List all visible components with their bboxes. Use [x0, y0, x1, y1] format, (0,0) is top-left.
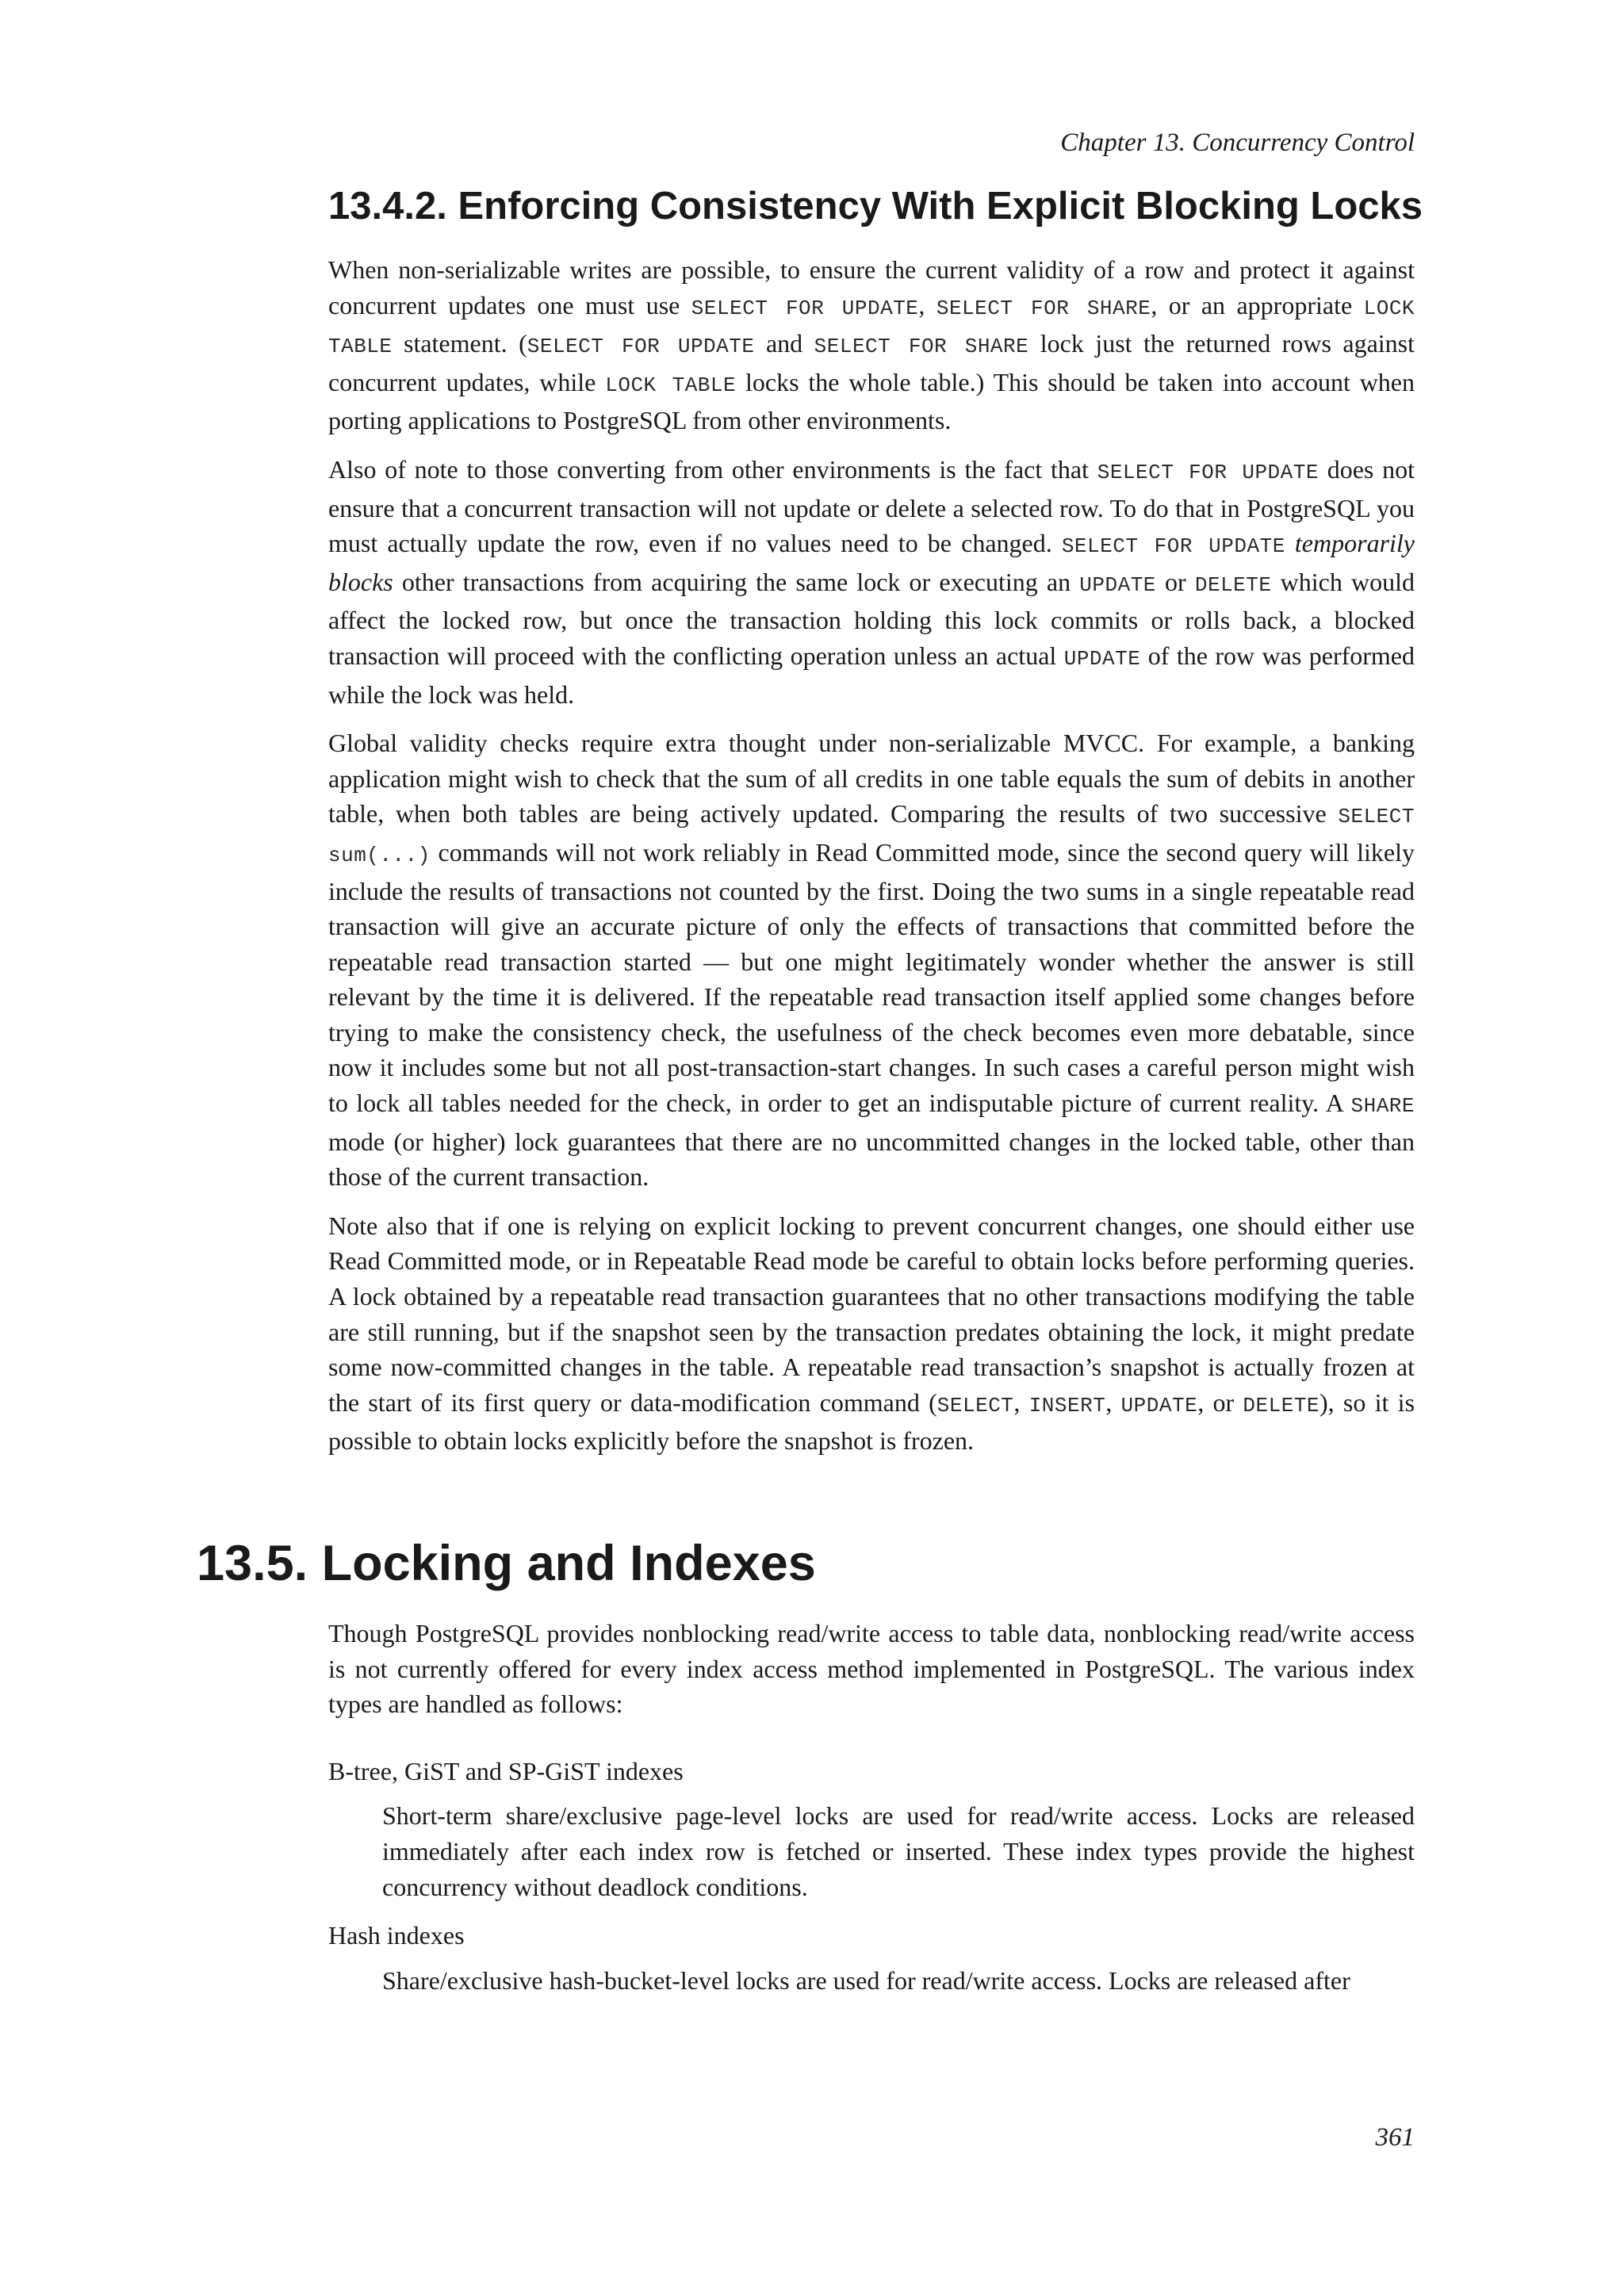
section-body	[328, 252, 1415, 1472]
list-term: B-tree, GiST and SP-GiST indexes	[328, 1756, 684, 1785]
list-term: Hash indexes	[328, 1921, 465, 1950]
running-header: Chapter 13. Concurrency Control	[1060, 128, 1415, 157]
paragraph: Note also that if one is relying on explicit locking to prevent concurrent changes, one should either use Read Committed mode, or in Repeatable Read mode be careful to obtain locks before performing queries. A lock obtained by a repeatable read transaction guarantees that no other transactions modifying the table are still running, but if the snapshot seen by the transaction predates obtaining the lock, it might predate some now-committed changes in the table. A repeatable read transaction’s snapshot is actually frozen at the start of its first query or data-modification command (SELECT, INSERT, UPDATE, or DELETE), so it is possible to obtain locks explicitly before the snapshot is frozen.	[328, 1211, 1415, 1456]
index-type-list	[328, 1754, 1415, 1999]
chapter-section-title: 13.5. Locking and Indexes	[197, 1536, 816, 1591]
paragraph: Also of note to those converting from other environments is the fact that SELECT FOR UPDATE does not ensure that a concurrent transaction will not update or delete a selected row. To do that in PostgreSQL you must actually update the row, even if no values need to be changed. SELECT FOR UPDATE temporarily blocks other transactions from acquiring the same lock or executing an UPDATE or DELETE which would affect the locked row, but once the transaction holding this lock commits or rolls back, a blocked transaction will proceed with the conflicting operation unless an actual UPDATE of the row was performed while the lock was held.	[328, 454, 1415, 709]
page-number: 361	[1375, 2123, 1415, 2152]
paragraph: Though PostgreSQL provides nonblocking read/write access to table data, nonblocking read/write access is not currently offered for every index access method implemented in PostgreSQL. The various index types are handled as follows:	[328, 1619, 1415, 1719]
list-definition: Short-term share/exclusive page-level locks are used for read/write access. Locks are released immediately after each index row is fetched or inserted. These index types provide the highest concurrency without deadlock conditions.	[382, 1801, 1415, 1901]
paragraph: Global validity checks require extra thought under non-serializable MVCC. For example, a banking application might wish to check that the sum of all credits in one table equals the sum of debits in another table, when both tables are being actively updated. Comparing the results of two successive SELECT sum(...) commands will not work reliably in Read Committed mode, since the second query will likely include the results of transactions not counted by the first. Doing the two sums in a single repeatable read transaction will give an accurate picture of only the effects of transactions that committed before the repeatable read transaction started — but one might legitimately wonder whether the answer is still relevant by the time it is delivered. If the repeatable read transaction itself applied some changes before trying to make the consistency check, the usefulness of the check becomes even more debatable, since now it includes some but not all post-transaction-start changes. In such cases a careful person might wish to lock all tables needed for the check, in order to get an indisputable picture of current reality. A SHARE mode (or higher) lock guarantees that there are no uncommitted changes in the locked table, other than those of the current transaction.	[328, 729, 1415, 1192]
paragraph: When non-serializable writes are possible, to ensure the current validity of a row and protect it against concurrent updates one must use SELECT FOR UPDATE, SELECT FOR SHARE, or an appropriate LOCK TABLE statement. (SELECT FOR UPDATE and SELECT FOR SHARE lock just the returned rows against concurrent updates, while LOCK TABLE locks the whole table.) This should be taken into account when porting applications to PostgreSQL from other environments.	[328, 255, 1415, 435]
section-title: 13.4.2. Enforcing Consistency With Explicit Blocking Locks	[328, 185, 1423, 228]
list-definition: Share/exclusive hash-bucket-level locks are used for read/write access. Locks are released after	[382, 1965, 1350, 1995]
section-body	[328, 1616, 1415, 2011]
